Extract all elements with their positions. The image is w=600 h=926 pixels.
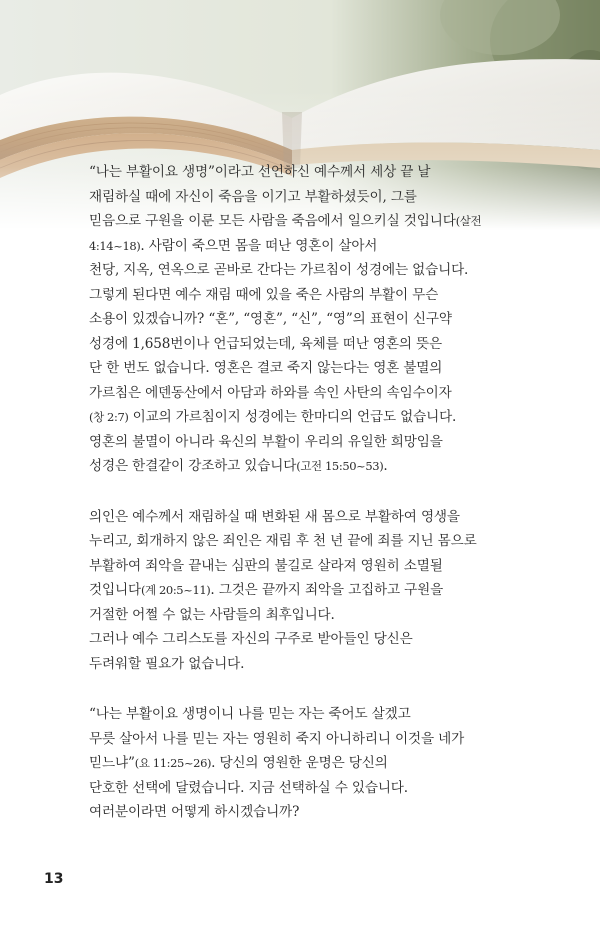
text-line: 성경에 1,658번이나 언급되었는데, 육체를 떠난 영혼의 뜻은 — [89, 335, 442, 352]
text-line: 재림하실 때에 자신이 죽음을 이기고 부활하셨듯이, 그를 — [89, 188, 417, 205]
text-line: 천당, 지옥, 연옥으로 곧바로 간다는 가르침이 성경에는 없습니다. — [89, 262, 469, 278]
text-line: 것입니다(계 20:5~11). 그것은 끝까지 죄악을 고집하고 구원을 — [89, 582, 444, 598]
text-line: 성경은 한결같이 강조하고 있습니다(고전 15:50~53). — [89, 458, 388, 474]
paragraph-choice — [89, 702, 559, 825]
text-line: 가르침은 에덴동산에서 아담과 하와를 속인 사탄의 속임수이자 — [89, 384, 452, 401]
text-line: 두려워할 필요가 없습니다. — [89, 655, 245, 672]
text-line: 믿음으로 구원을 이룬 모든 사람을 죽음에서 일으키실 것입니다(살전 — [89, 213, 482, 229]
text-line: 여러분이라면 어떻게 하시겠습니까? — [89, 804, 300, 820]
scripture-reference: 4:14~18) — [89, 238, 141, 253]
paragraph-judgment — [89, 505, 559, 677]
text-line: 소용이 있겠습니까? “혼”, “영혼”, “신”, “영”의 표현이 신구약 — [89, 311, 452, 327]
text-line: 거절한 어쩔 수 없는 사람들의 최후입니다. — [89, 606, 335, 623]
text-line: 그렇게 된다면 예수 재림 때에 있을 죽은 사람의 부활이 무슨 — [89, 286, 439, 303]
text-line: “나는 부활이요 생명이니 나를 믿는 자는 죽어도 살겠고 — [89, 706, 411, 722]
text-line: (창 2:7) 이교의 가르침이지 성경에는 한마디의 언급도 없습니다. — [89, 409, 457, 425]
scripture-reference: (창 2:7) — [89, 410, 129, 424]
paragraph-resurrection — [89, 160, 559, 479]
scripture-reference: (고전 15:50~53) — [296, 459, 384, 473]
text-line: 그러나 예수 그리스도를 자신의 구주로 받아들인 당신은 — [89, 631, 413, 647]
scripture-reference: (계 20:5~11) — [140, 583, 211, 597]
text-line: 단 한 번도 없습니다. 영혼은 결코 죽지 않는다는 영혼 불멸의 — [89, 360, 443, 376]
text-line: 단호한 선택에 달렸습니다. 지금 선택하실 수 있습니다. — [89, 779, 408, 796]
text-line: 부활하여 죄악을 끝내는 심판의 불길로 살라져 영원히 소멸될 — [89, 557, 443, 574]
text-line: 4:14~18). 사람이 죽으면 몸을 떠난 영혼이 살아서 — [89, 237, 378, 254]
text-line: 영혼의 불멸이 아니라 육신의 부활이 우리의 유일한 희망임을 — [89, 433, 443, 450]
page-number: 13 — [44, 871, 64, 887]
page-body-text — [89, 160, 559, 851]
text-line: 무릇 살아서 나를 믿는 자는 영원히 죽지 아니하리니 이것을 네가 — [89, 730, 465, 747]
scripture-reference: (살전 — [455, 214, 482, 228]
text-line: 의인은 예수께서 재림하실 때 변화된 새 몸으로 부활하여 영생을 — [89, 508, 460, 525]
text-line: 누리고, 회개하지 않은 죄인은 재림 후 천 년 끝에 죄를 지닌 몸으로 — [89, 533, 477, 549]
text-line: “나는 부활이요 생명”이라고 선언하신 예수께서 세상 끝 날 — [89, 164, 431, 180]
scripture-reference: (요 11:25~26) — [134, 756, 212, 770]
text-line: 믿느냐”(요 11:25~26). 당신의 영원한 운명은 당신의 — [89, 755, 388, 771]
